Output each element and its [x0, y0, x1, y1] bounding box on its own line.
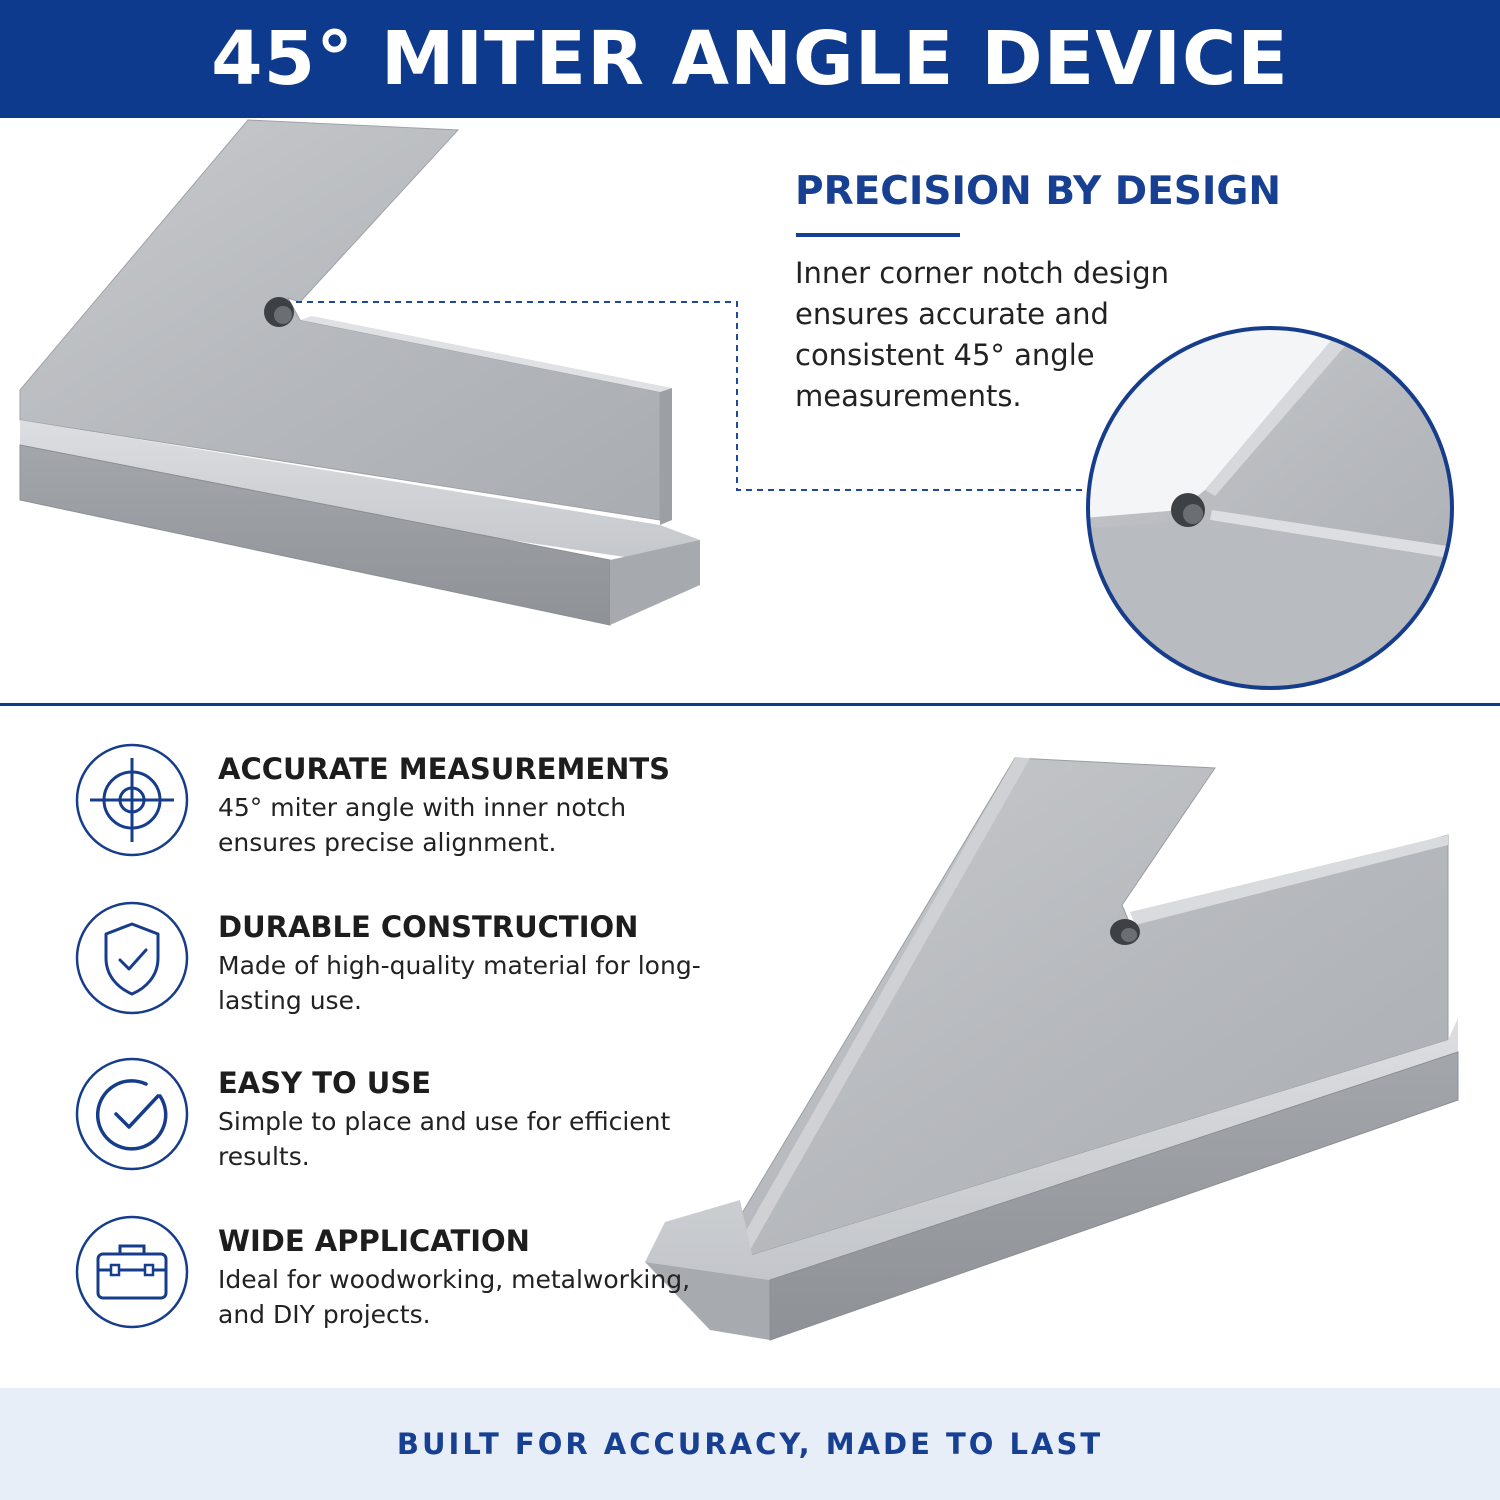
precision-description: Inner corner notch design ensures accurate and consistent 45° angle measurements. — [795, 256, 1169, 413]
miter-square-top — [20, 120, 700, 625]
feature-title: EASY TO USE — [218, 1066, 432, 1100]
feature-description: Made of high-quality material for long-lasting use. — [218, 951, 701, 1015]
feature-title: WIDE APPLICATION — [218, 1224, 530, 1258]
header-banner — [0, 0, 1500, 118]
feature-description: Simple to place and use for efficient results. — [218, 1107, 671, 1171]
page-title: 45° MITER ANGLE DEVICE — [211, 16, 1289, 102]
checkmark-circle-icon — [74, 1056, 190, 1172]
feature-title: ACCURATE MEASUREMENTS — [218, 752, 671, 786]
feature-item — [74, 742, 714, 872]
section-divider — [0, 703, 1500, 706]
feature-description: Ideal for woodworking, metalworking, and DIY projects. — [218, 1265, 691, 1329]
feature-description: 45° miter angle with inner notch ensures precise alignment. — [218, 793, 627, 857]
footer-banner — [0, 1388, 1500, 1500]
shield-check-icon — [74, 900, 190, 1016]
title-underline — [796, 233, 960, 237]
toolbox-icon — [74, 1214, 190, 1330]
feature-title: DURABLE CONSTRUCTION — [218, 910, 639, 944]
feature-item — [74, 1056, 714, 1186]
bottom-product-illustration — [620, 740, 1500, 1360]
precision-title: PRECISION BY DESIGN — [795, 169, 1282, 214]
feature-item — [74, 1214, 714, 1344]
feature-item — [74, 900, 714, 1030]
footer-tagline: BUILT FOR ACCURACY, MADE TO LAST — [396, 1427, 1104, 1461]
miter-square-bottom — [645, 758, 1458, 1340]
target-icon — [74, 742, 190, 858]
